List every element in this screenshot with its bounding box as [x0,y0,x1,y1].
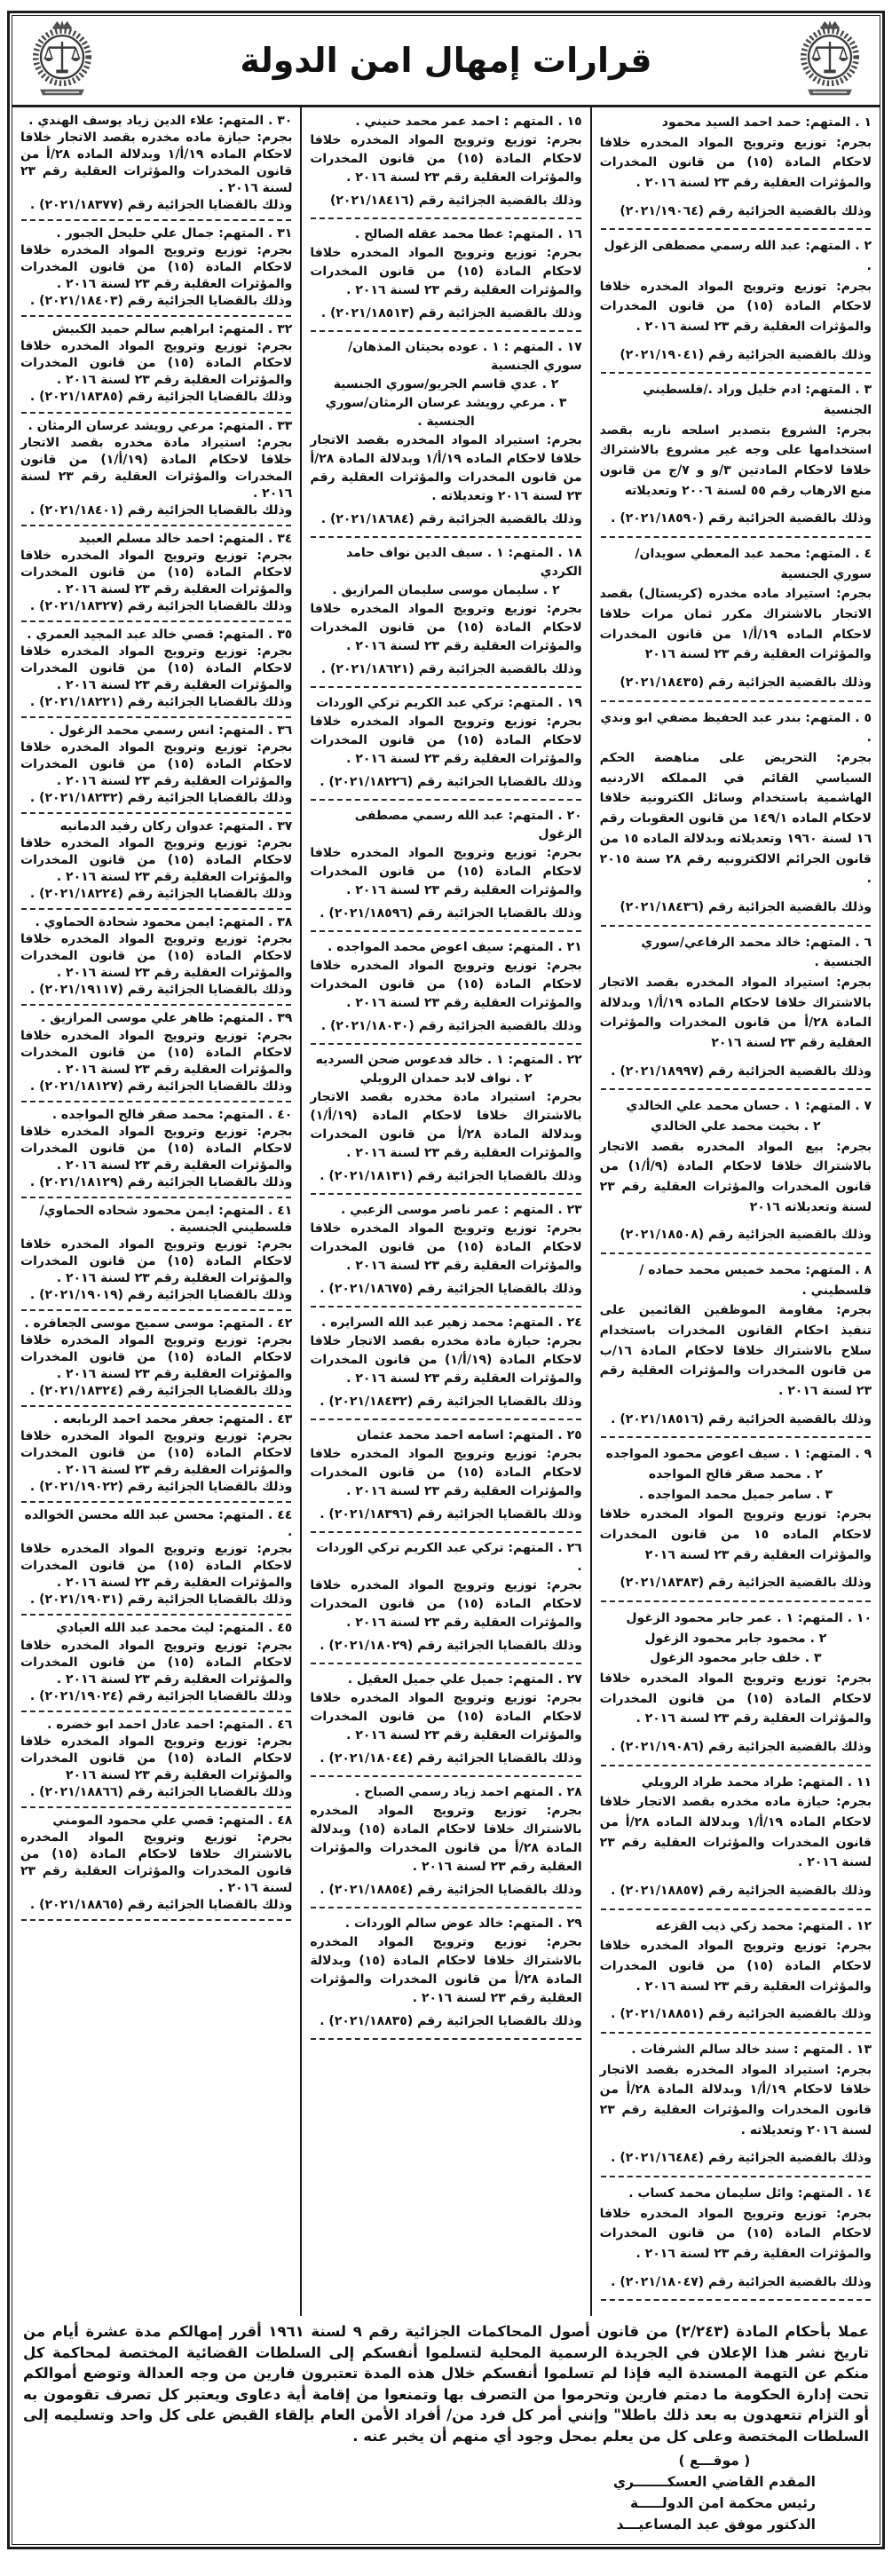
signature-line-title: رئيس محكمة امن الدولـــــة [629,2495,816,2512]
charge-text: بجرم: توزيع وترويج المواد المخدره خلافا لاحكام المادة (١٥) من قانون المخدرات والمؤثرات العقلية رقم ٢٣ لسنة ٢٠١٦ . [20,1333,293,1382]
defendant-line: ١١ . المتهم: طراد محمد طراد الرويلي [641,1774,872,1790]
case-entry [600,380,872,529]
case-number-line: وذلك بالقضايا الجزائية رقم (٢٠٢١/١٨٤٠٣) . [29,294,293,309]
defendant-line: ٣٥ . المتهم: قصي خالد عبد المجيد العمري . [27,627,293,642]
signature-line-rank: المقدم القاضي العسكـــــــري [612,2474,816,2491]
entry-separator [601,700,871,702]
entry-separator [311,2038,580,2040]
entry-separator [21,1405,291,1407]
case-number-line: وذلك بالقضايا الجزائية رقم (٢٠٢١/١٨١٣١) . [320,1169,582,1183]
defendant-line: ٣٩ . المتهم: ظاهر علي موسى المرازيق . [40,1011,293,1026]
case-number-line: وذلك بالقضايا الجزائية رقم (٢٠٢١/١٨١٢٧) . [29,1079,293,1094]
charge-text: بجرم: توزيع وترويج المواد المخدره خلافا لاحكام المادة (١٥) من قانون المخدرات والمؤثرات العقلية رقم ٢٣ لسنة ٢٠١٦ . [599,279,872,335]
entry-separator [311,1418,580,1420]
entry-separator [311,1775,580,1777]
entry-separator [311,1193,580,1195]
charge-text: بجرم: حيازة ماده مخدره بقصد الاتجار خلافا لاحكام الماده ١٩/أ/١ وبدلالة الماده ٢٨/أ من قانون المخدرات والمؤثرات العقلية رقم ٢٣ لسنة ٢٠١٦ . [599,1795,872,1870]
charge-text: بجرم: مقاومة الموظفين القائمين على تنفيذ احكام القانون المخدرات باستخدام سلاح بالاشتراك خلافا لاحكام المادة ١٦/ب من قانون المخدرات والمؤثرات العقلية رقم ٢٣ لسنة ٢٠١٦ . [599,1303,872,1398]
case-entry [310,338,581,529]
defendant-line: ٢٠ . المتهم: عبد الله رسمي مصطفى الزغول [354,809,582,842]
case-entry [310,694,581,792]
entry-separator [311,330,580,332]
entry-separator [21,1101,291,1102]
column-2 [302,107,591,2316]
entry-separator [311,799,580,801]
entry-separator [601,2176,871,2177]
case-entry [20,627,292,711]
entry-separator [311,686,580,688]
charge-text: بجرم: توزيع وترويج المواد المخدره خلافا لاحكام المادة (١٥) من قانون المخدرات والمؤثرات العقلية رقم ٢٣ لسنة ٢٠١٦ . [310,846,582,897]
case-number-line: وذلك بالقضايا الجزائية رقم (٢٠٢١/١٩٠٢٤) . [29,1688,293,1703]
charge-text: بجرم: استيراد ماده مخدره (كريستال) بقصد الاتجار بالاشتراك مكرر ثمان مرات خلافا لاحكام الماده ١٩/أ/١ من قانون المخدرات والمؤثرات العقلية رقم ٢٣ لسنة ٢٠١٦ [599,587,872,662]
entry-separator [21,620,291,622]
entry-separator [601,228,871,230]
signature-line-name: الدكتور موفق عيد المساعيـــد [616,2517,816,2533]
charge-text: بجرم: توزيع وترويج المواد المخدره خلافا لاحكام المادة (١٥) من قانون المخدرات والمؤثرات العقلية رقم ٢٣ لسنة ٢٠١٦ . [20,339,293,388]
case-entry [20,1620,292,1704]
case-entry [600,933,872,1082]
entry-separator [21,1501,291,1503]
case-entry [600,2184,872,2292]
case-number-line: وذلك بالقضية الجزائية رقم (٢٠٢١/١٨٦٨٤) . [320,512,582,526]
case-number-line: وذلك بالقضايا الجزائية رقم (٢٠٢١/١٨٤٠١) . [29,502,293,518]
case-number-line: وذلك بالقضية الجزائية رقم (٢٠٢١/١٨٠٤٧) . [611,2274,872,2289]
case-entry [310,544,581,679]
defendant-line: ٧ . المتهم: ١ . حسان محمد علي الخالدي [626,1099,872,1114]
entry-separator [601,536,871,538]
inner-border [12,15,880,2545]
footer [12,2316,880,2544]
case-number-line: وذلك بالقضية الجزائية رقم (٢٠٢١/١٨٤٣٦) [620,899,872,914]
case-entry [310,113,581,210]
charge-text: بجرم: توزيع وترويج المواد المخدره بالاشتراك خلافا لاحكام المادة (١٥) من قانون المخدرات والمؤثرات العقلية رقم ٢٣ لسنة ٢٠١٦ . [20,1829,293,1895]
defendant-line: ٣٨ . المتهم: ايمن محمود شحادة الحماوي . [35,915,293,930]
charge-text: بجرم: توزيع وترويج المواد المخدره خلافا لاحكام المادة (١٥) من قانون المخدرات والمؤثرات العقلية رقم ٢٣ لسنة ٢٠١٦ . [310,1447,582,1498]
case-number-line: وذلك بالقضايا الجزائية رقم (٢٠٢١/١٨٣٧٧) . [29,198,293,213]
entry-separator [21,412,291,414]
case-entry [310,1314,581,1411]
entry-separator [601,2032,871,2034]
charge-text: بجرم: الشروع بتصدير اسلحه ناريه بقصد استخدامها على وجه غير مشروع بالاشتراك خلافا لاحكام المادتين ٣/و و ٧/ج من قانون منع الارهاب رقم ٥٥ لسنة ٢٠٠٦ وتعديلاته [599,423,872,498]
entry-separator [21,908,291,910]
charge-text: بجرم: توزيع وترويج المواد المخدره خلافا لاحكام المادة (١٥) من قانون المخدرات والمؤثرات العقلية رقم ٢٣ لسنة ٢٠١٦ . [20,1237,293,1285]
case-entry [310,1671,581,1768]
charge-text: بجرم: توزيع وترويج المواد المخدره خلافا لاحكام المادة (١٥) من قانون المخدرات والمؤثرات العقلية رقم ٢٣ لسنة ٢٠١٦ . [310,246,582,297]
defendant-line: ٦ . المتهم: خالد محمد الرفاعي/سوري الجنسية . [641,935,872,970]
case-number-line: وذلك بالقضايا الجزائية رقم (٢٠٢١/١٩١١٧) . [29,983,293,998]
case-number-line: وذلك بالقضايا الجزائية رقم (٢٠٢١/١٨٥٩٦) . [320,906,582,921]
entry-separator [21,1614,291,1616]
defendant-line: ٤٣ . المتهم: جعفر محمد احمد الربابعه . [53,1412,293,1427]
case-number-line: وذلك بالقضايا الجزائية رقم (٢٠٢١/١٨٤٣٢) . [320,1395,582,1409]
case-entry [310,1051,581,1186]
justice-scales-emblem-icon [25,20,99,101]
defendant-line: ٣٤ . المتهم: احمد خالد مسلم العبيد [78,531,293,546]
case-number-line: وذلك بالقضايا الجزائية رقم (٢٠٢١/١٨٣٢٧) . [29,598,293,613]
defendant-line: ٢ . نواف لابد حمدان الرويلي [359,1071,533,1086]
defendant-line: ١٠ . المتهم: ١ . عمر جابر محمود الزغول [626,1611,872,1625]
case-entry [310,807,581,923]
charge-text: بجرم: توزيع وترويج المواد المخدره خلافا لاحكام المادة (١٥) من قانون المخدرات والمؤثرات العقلية رقم ٢٣ لسنة ٢٠١٦ . [599,135,872,191]
defendant-line: ١٩ . المتهم: تركي عبد الكريم تركي الوردات [316,696,582,710]
entry-separator [601,1252,871,1254]
entry-separator [311,1907,580,1908]
charge-text: بجرم: بيع المواد المخدره بقصد الاتجار بالاشتراك خلافا لاحكام المادة (٩/أ/١) من قانون المخدرات والمؤثرات العقلية رقم ٢٣ لسنة وتعديلاته ٢٠١٦ [599,1139,872,1214]
case-entry [600,1608,872,1758]
entry-separator [311,217,580,219]
entry-separator [601,1436,871,1438]
defendant-line: ٢ . محمود جابر محمود الزغول [644,1631,827,1646]
page-title: قرارات إمهال امن الدولة [240,41,652,80]
defendant-line: ٢٤ . المتهم: محمد زهير عبد الله السرايره . [320,1316,582,1330]
defendant-line: ٣١ . المتهم: جمال علي حليحل الجبور . [56,226,293,241]
defendant-line: ٤٢ . المتهم: موسى سميح موسى الجعافره . [24,1316,293,1331]
case-entry [20,1316,292,1400]
case-entry [310,225,581,323]
signature-block [613,2450,816,2535]
defendant-line: ٣ . سامر جميل محمد المواجده . [638,1487,833,1502]
charge-text: بجرم: حيازة ماده مخدره بقصد الاتجار خلافا لاحكام الماده ١٩/أ/١ وبدلالة الماده ٢٨/أ من قانون المخدرات والمؤثرات العقلية رقم ٢٣ لسنة ٢٠١٦ . [20,130,293,196]
defendant-line: ٢٩ . المتهم: خالد عوض سالم الوردات . [344,1916,582,1931]
case-number-line: وذلك بالقضايا الجزائية رقم (٢٠٢١/١٨٣٩٦) . [320,1507,582,1521]
defendant-line: ٨ . المتهم: محمد خميس محمد حماده / فلسطيني . [639,1262,872,1298]
case-entry [600,1916,872,2025]
entry-separator [601,1908,871,1910]
charge-text: بجرم: توزيع وترويج المواد المخدره بالاشتراك خلافا لاحكام المادة (١٥) وبدلالة المادة ٢٨/أ من قانون المخدرات والمؤثرات العقلية رقم ٢٣ لسنة ٢٠١٦ . [310,1935,582,2005]
charge-text: بجرم: استيراد مادة مخدره بقصد الاتجار بالاشتراك خلافا لاحكام المادة (١٩/أ/١) وبدلالة المادة ٢٨/أ من قانون المخدرات والمؤثرات العقلية رقم ٢٣ لسنة ٢٠١٦ . [310,1090,582,1160]
defendant-line: ٢ . عدي قاسم الجريو/سوري الجنسية [333,377,559,391]
entry-separator [21,1806,291,1808]
case-entry [20,1717,292,1801]
entry-separator [21,1004,291,1006]
entry-separator [21,1711,291,1712]
case-entry [20,723,292,807]
case-number-line: وذلك بالقضايا الجزائية رقم (٢٠٢١/١٨٠٢٩) . [320,1639,582,1653]
defendant-line: ٣٠ . المتهم: علاء الدين زياد يوسف الهندي . [28,114,293,128]
charge-text: بجرم: توزيع وترويج المواد المخدره خلافا لاحكام المادة (١٥) من قانون المخدرات والمؤثرات العقلية رقم ٢٣ لسنة ٢٠١٦ . [310,1221,582,1273]
case-number-line: وذلك بالقضية الجزائية رقم (٢٠٢١/١٨٦٢١) . [320,662,582,676]
charge-text: بجرم: توزيع وترويج المواد المخدره خلافا لاحكام المادة (١٥) من قانون المخدرات والمؤثرات العقلية رقم ٢٣ لسنة ٢٠١٦ . [599,1671,872,1727]
case-entry [20,1507,292,1608]
case-entry [20,1010,292,1094]
defendant-line: ٢٧ . المتهم: جميل علي جميل العقيل . [347,1672,582,1687]
case-number-line: وذلك بالقضية الجزائية رقم (٢٠٢١/١٨٨٥٧) . [611,1884,872,1899]
defendant-line: ٢٥ . المتهم: اسامه احمد محمد عثمان [356,1428,582,1442]
entry-separator [601,2299,871,2301]
defendant-line: ٩ . المتهم: ١ . سيف اعوض محمود المواجده [605,1447,872,1462]
charge-text: بجرم: استيراد المواد المخدره بقصد الاتجار خلافا لاحكام ١٩/أ/١ وبدلالة المادة ٢٨/أ من قانون المخدرات والمؤثرات العقلية رقم ٢٣ لسنة ٢٠١٦ وتعديلاته . [599,2062,872,2137]
case-number-line: وذلك بالقضية الجزائية رقم (٢٠٢١/١٨٥٩٠) . [611,511,872,526]
charge-text: بجرم: توزيع وترويج المواد المخدره خلافا لاحكام المادة (١٥) من قانون المخدرات والمؤثرات العقلية رقم ٢٣ لسنة ٢٠١٦ . [20,1638,293,1687]
case-number-line: وذلك بالقضايا الجزائية رقم (٢٠٢١/١٩٠٣١) . [29,1592,293,1608]
defendant-line: ٢٨ . المتهم احمد زياد رسمي الصباح . [355,1785,582,1799]
case-number-line: وذلك بالقضية الجزائية رقم (٢٠٢١/١٨٩٩٧) . [611,1063,872,1079]
outer-border [7,11,885,2549]
defendant-line: ٣٢ . المتهم: ابراهيم سالم حميد الكبيش [51,322,293,337]
entry-separator [601,372,871,374]
case-entry [600,113,872,221]
case-entry [20,1203,292,1304]
defendant-line: ٢٢ . المتهم: ١ . خالد فدعوس ضحن السرديه [315,1053,582,1067]
case-entry [600,236,872,365]
entry-separator [21,812,291,814]
column-1 [592,107,880,2316]
defendant-line: ٤٠ . المتهم: محمد صقر فالح المواجده . [51,1107,293,1122]
charge-text: بجرم: توزيع وترويج المواد المخدره خلافا لاحكام الماده ١٥ من قانون المخدرات والمؤثرات العقلية رقم ٢٣ لسنة ٢٠١٦ [599,1507,872,1562]
charge-text: بجرم: توزيع وترويج المواد المخدره خلافا لاحكام المادة (١٥) من قانون المخدرات والمؤثرات العقلية رقم ٢٣ لسنة ٢٠١٦ [20,1734,293,1782]
entry-separator [21,525,291,526]
defendant-line: ٢ . سليمان موسى سليمان المرازيق . [332,583,560,597]
case-number-line: وذلك بالقضايا الجزائية رقم (٢٠٢١/١٨٣٢٤) . [29,1384,293,1399]
charge-text: بجرم: توزيع وترويج المواد المخدره خلافا لاحكام المادة (١٥) من قانون المخدرات والمؤثرات العقلية رقم ٢٣ لسنة ٢٠١٦ . [599,1939,872,1994]
entry-separator [21,1919,291,1921]
charge-text: بجرم: توزيع وترويج المواد المخدره خلافا لاحكام المادة (١٥) من قانون المخدرات والمؤثرات العقلية رقم ٢٣ لسنة ٢٠١٦ . [20,1028,293,1077]
defendant-line: ٣ . المتهم: ادم خليل وراد ./فلسطيني الجنسية [643,383,872,418]
case-entry [20,113,292,214]
entry-separator [21,315,291,317]
case-number-line: وذلك بالقضايا الجزائية رقم (٢٠٢١/١٨٨٣٥) . [320,2014,582,2028]
case-number-line: وذلك بالقضايا الجزائية رقم (٢٠٢١/١٨٨٦٦) . [29,1784,293,1799]
defendant-line: ١٦ . المتهم: عطا محمد عقله الصالح . [354,227,582,241]
entry-separator [311,1663,580,1664]
defendant-line: ١٣ . المتهم : سند خالد سالم الشرفات . [631,2043,872,2058]
case-number-line: وذلك بالقضية الجزائية رقم (٢٠٢١/١٩٠٦٤) [620,203,872,218]
case-entry [20,1813,292,1914]
charge-text: بجرم: توزيع وترويج المواد المخدره خلافا لاحكام المادة (١٥) من قانون المخدرات والمؤثرات العقلية رقم ٢٣ لسنة ٢٠١٦ . [310,133,582,185]
case-number-line: وذلك بالقضية الجزائية رقم (٢٠٢١/١٨٨٥١) . [611,2007,872,2022]
charge-text: بجرم: حيازة مادة مخدره بقصد الاتجار خلافا لاحكام المادة (١٩/أ/١) من قانون المخدرات والمؤثرات العقلية رقم ٢٣ لسنة ٢٠١٦ . [310,1334,582,1386]
defendant-line: ٤١ . المتهم: ايمن محمود شحاده الحماوي/فلسطيني الجنسية . [39,1203,293,1235]
case-number-line: وذلك بالقضايا الجزائية رقم (٢٠٢١/١٩٠١٩) . [29,1287,293,1302]
case-number-line: وذلك بالقضية الجزائية رقم (٢٠٢١/١٨٤١٦) [329,194,582,208]
case-entry [600,1773,872,1901]
charge-text: بجرم: استيراد المواد المخدره بقصد الاتجار خلافا لاحكام الماده ١٩/أ/١ وبدلالة المادة ٢٨/أ من قانون المخدرات والمؤثرات العقلية رقم ٢٣ لسنة ٢٠١٦ وتعديلاته . [310,433,582,503]
case-number-line: وذلك بالقضية الجزائية رقم (٢٠٢١/١٨٥١٦) . [611,1411,872,1426]
entry-separator [21,716,291,718]
defendant-line: ٤٨ . المتهم: قصي علي محمود المومني [52,1813,293,1828]
case-entry [20,818,292,903]
case-number-line: وذلك بالقضية الجزائية رقم (٢٠٢١/١٩٠٨٦) . [611,1740,872,1755]
case-entry [310,938,581,1036]
case-entry [600,1260,872,1429]
footer-paragraph: عملا بأحكام المادة (٢/٢٤٣) من قانون أصول المحاكمات الجزائية رقم ٩ لسنة ١٩٦١ أقرر إمهالكم مدة عشرة أيام من تاريخ نشر هذا الإعلان في الجريدة الرسمية المحلية لتسلموا أنفسكم إلى السلطات القضائية المختصة لمحاكمة كل منكم عن التهمة المسندة اليه فإذا لم تسلموا أنفسكم خلال هذه المدة تعتبرون فارين من وجه العدالة وتوضع أموالكم تحت إدارة الحكومة ما دمتم فارين وتحرموا من التصرف بها وتمنعوا من إقامة أية دعاوى ويعتبر كل تصرف تقومون به أو التزام تتعهدون به بعد ذلك باطلا" وإنني أمر كل فرد من/ أفراد الأمن العام بإلقاء القبض على كل واحد وتسليمه إلى السلطات المختصة وعلى كل من يعلم بمحل وجود أي منهم أن يخبر عنه . [23,2323,869,2445]
defendant-line: ٣٣ . المتهم: مرعي رويشد عرسان الرمثان . [28,418,293,433]
entry-separator [21,1309,291,1311]
charge-text: بجرم: توزيع وترويج المواد المخدره خلافا لاحكام المادة (١٥) من قانون المخدرات والمؤثرات العقلية رقم ٢٣ لسنة ٢٠١٦ . [20,1429,293,1478]
charge-text: بجرم: توزيع وترويج المواد المخدره بالاشتراك خلافا لاحكام المادة (١٥) وبدلالة المادة ٢٨/أ من قانون المخدرات والمؤثرات العقلية رقم ٢٣ لسنة ٢٠١٦ . [310,1804,582,1874]
charge-text: بجرم: توزيع وترويج المواد المخدره خلافا لاحكام المادة (١٥) من قانون المخدرات والمؤثرات العقلية رقم ٢٣ لسنة ٢٠١٦ . [20,644,293,692]
charge-text: بجرم: توزيع وترويج المواد المخدره خلافا لاحكام المادة (١٥) من قانون المخدرات والمؤثرات العقلية رقم ٢٣ لسنة ٢٠١٦ . [310,602,582,653]
defendant-line: ٢ . المتهم: عبد الله رسمي مصطفى الزغول . [604,239,872,274]
charge-text: بجرم: توزيع وترويج المواد المخدره خلافا لاحكام المادة (١٥) من قانون المخدرات والمؤثرات العقلية رقم ٢٣ لسنة ٢٠١٦ . [20,932,293,981]
case-entry [20,1411,292,1496]
charge-text: بجرم: توزيع وترويج المواد المخدره خلافا لاحكام المادة (١٥) من قانون المخدرات والمؤثرات العقلية رقم ٢٣ لسنة ٢٠١٦ . [20,243,293,292]
case-entry [20,225,292,310]
case-entry [20,321,292,406]
case-number-line: وذلك بالقضايا الجزائية رقم (٢٠٢١/١٩٠٢٢) . [29,1480,293,1495]
entry-separator [601,1765,871,1766]
case-entry [310,1783,581,1900]
entry-separator [21,1197,291,1198]
entry-separator [21,219,291,221]
charge-text: بجرم: التحريض على مناهضة الحكم السياسي القائم في المملكه الاردنيه الهاشمية باستخدام وسائل الكترونية خلافا لاحكام الماده ١٤٩/١ من قانون العقوبات رقم ١٦ لسنة ١٩٦٠ وتعديلاته وبدلالة الماده ١٥ من قانون الجرائم الالكترونيه رقم ٢٨ سنة ٢٠١٥ . [599,751,872,887]
defendant-line: ١٤ . المتهم: وائل سليمان محمد كساب . [628,2186,872,2201]
defendant-line: ١٧ . المتهم : ١ . عوده بحيتان المذهان/سوري الجنسية [348,340,582,373]
case-number-line: وذلك بالقضية الجزائية رقم (٢٠٢١/١٨٠٣٠) . [320,1019,582,1033]
defendant-line: ٤ . المتهم: محمد عبد المعطي سويدان/سوري الجنسية [635,547,872,581]
charge-text: بجرم: توزيع وترويج المواد المخدره خلافا لاحكام المادة (١٥) من قانون المخدرات والمؤثرات العقلية رقم ٢٣ لسنة ٢٠١٦ . [599,2206,872,2262]
charge-text: بجرم: توزيع وترويج المواد المخدره خلافا لاحكام المادة (١٥) من قانون المخدرات والمؤثرات العقلية رقم ٢٣ لسنة ٢٠١٦ . [20,548,293,597]
case-number-line: وذلك بالقضايا الجزائية رقم (٢٠٢١/١٨١٢٩) . [29,1174,293,1189]
charge-text: بجرم: استيراد مادة مخدره بقصد الاتجار خلافا لاحكام المادة (١٩/أ/١) من قانون المخدرات والمؤثرات العقلية رقم ٢٣ لسنة ٢٠١٦ . [20,435,293,501]
case-entry [310,1539,581,1655]
case-entry [600,708,872,918]
case-number-line: وذلك بالقضايا الجزائية رقم (٢٠٢١/١٨٨٥٤) . [320,1883,582,1897]
defendant-line: ٤٤ . المتهم: محسن عبد الله محسن الخوالده . [24,1508,293,1540]
case-number-line: وذلك بالقضايا الجزائية رقم (٢٠٢١/١٨٠٤٤) . [320,1751,582,1766]
charge-text: بجرم: توزيع وترويج المواد المخدره خلافا لاحكام المادة (١٥) من قانون المخدرات والمؤثرات العقلية رقم ٢٣ لسنة ٢٠١٦ . [310,1578,582,1630]
entry-separator [311,1306,580,1308]
defendant-line: ٤٦ . المتهم: احمد عادل احمد ابو خضره . [47,1717,293,1732]
defendant-line: ١٢ . المتهم: محمد زكي ذيب القزعه [655,1918,872,1933]
defendant-line: ٤٥ . المتهم: ليث محمد عبد الله العيادي [56,1621,293,1636]
charge-text: بجرم: توزيع وترويج المواد المخدره خلافا لاحكام المادة (١٥) من قانون المخدرات والمؤثرات العقلية رقم ٢٣ لسنة ٢٠١٦ . [20,1124,293,1173]
case-number-line: وذلك بالقضايا الجزائية رقم (٢٠٢١/١٨٦٧٥) . [320,1282,582,1296]
case-number-line: وذلك بالقضايا الجزائية رقم (٢٠٢١/١٨٢٢٤) . [29,887,293,902]
entry-separator [311,1531,580,1533]
entry-separator [601,1088,871,1090]
charge-text: بجرم: استيراد المواد المخدره بقصد الاتجار بالاشتراك خلافا لاحكام الماده ١٩/أ/١ وبدلالة المادة ٢٨/أ من قانون المخدرات والمؤثرات العقلية رقم ٢٣ لسنة ٢٠١٦ [599,975,872,1050]
case-number-line: وذلك بالقضايا الجزائية رقم (٢٠٢١/١٨٣٨٥) . [29,390,293,405]
case-entry [600,544,872,693]
case-entry [600,2040,872,2169]
case-number-line: وذلك بالقضايا الجزائية رقم (٢٠٢١/١٨٨٦٥) . [29,1897,293,1912]
case-number-line: وذلك بالقضية الجزائية رقم (٢٠٢١/١٨٥١٣) . [320,306,582,320]
defendant-line: ١٥ . المتهم : احمد عمر محمد حنيني . [355,115,582,129]
defendant-line: ٢٦ . المتهم: تركي عبد الكريم تركي الوردات . [316,1541,582,1574]
signed-label: ( موقـــع ) [678,2453,751,2469]
case-entry [310,1201,581,1299]
case-entry [310,1915,581,2031]
charge-text: بجرم: توزيع وترويج المواد المخدره خلافا لاحكام المادة (١٥) من قانون المخدرات والمؤثرات العقلية رقم ٢٣ لسنة ٢٠١٦ . [310,1691,582,1742]
case-number-line: وذلك بالقضية الجزائية رقم (٢٠٢١/١٨٥٠٨) [620,1228,872,1243]
entry-separator [311,930,580,932]
defendant-line: ٢ . محمد صقر فالح المواجده [648,1466,823,1482]
charge-text: بجرم: توزيع وترويج المواد المخدره خلافا لاحكام المادة (١٥) من قانون المخدرات والمؤثرات العقلية رقم ٢٣ لسنة ٢٠١٦ . [20,836,293,885]
defendant-line: ٣٦ . المتهم: انس رسمي محمد الزغول . [49,723,293,738]
header [12,16,880,107]
column-3 [12,107,302,2316]
case-entry [310,1426,581,1524]
defendant-line: ٣ . مرعي رويشد عرسان الرمثان/سوري الجنسية . [325,396,567,429]
defendant-line: ٢١ . المتهم: سيف اعوض محمد المواجده . [328,940,582,954]
defendant-line: ٣ . خلف جابر محمود الزغول [650,1651,822,1666]
case-number-line: وذلك بالقضايا الجزائية رقم (٢٠٢١/١٨٢٢٦) . [320,775,582,789]
case-entry [20,1107,292,1191]
defendant-line: ٥ . المتهم: بندر عبد الحفيظ مضفي ابو وندي . [600,710,872,746]
notice-columns [12,107,880,2316]
case-number-line: وذلك بالقضايا الجزائية رقم (٢٠٢١/١٨٢٢١) . [29,694,293,709]
case-entry [20,914,292,999]
defendant-line: ١ . المتهم: حمد احمد السيد محمود [661,115,872,130]
case-entry [600,1444,872,1593]
case-entry [20,531,292,615]
defendant-line: ٢ . بخيت محمد علي الخالدي [651,1118,821,1134]
case-entry [20,418,292,519]
justice-scales-emblem-icon [793,20,867,101]
defendant-line: ١٨ . المتهم: ١ . سيف الدين نواف حامد الكردي [346,546,582,579]
entry-separator [601,1600,871,1602]
entry-separator [311,1043,580,1045]
charge-text: بجرم: توزيع وترويج المواد المخدره خلافا لاحكام المادة (١٥) من قانون المخدرات والمؤثرات العقلية رقم ٢٣ لسنة ٢٠١٦ . [310,715,582,766]
case-number-line: وذلك بالقضية الجزائية رقم (٢٠٢١/١٩٠٤١) [620,347,872,362]
defendant-line: ٢٣ . المتهم : عمر ناصر موسى الزعبي . [340,1203,582,1217]
charge-text: بجرم: توزيع وترويج المواد المخدره خلافا لاحكام المادة (١٥) من قانون المخدرات والمؤثرات العقلية رقم ٢٣ لسنة ٢٠١٦ . [20,740,293,789]
case-number-line: وذلك بالقضايا الجزائية رقم (٢٠٢١/١٨٢٣٢) . [29,791,293,806]
entry-separator [601,925,871,927]
case-number-line: وذلك بالقضية الجزائية رقم (٢٠٢١/١٦٤٨٤) . [611,2151,872,2166]
case-number-line: وذلك بالقضية الجزائية رقم (٢٠٢١/١٨٤٣٥) [620,676,872,691]
charge-text: بجرم: توزيع وترويج المواد المخدره خلافا لاحكام المادة (١٥) من قانون المخدرات والمؤثرات العقلية رقم ٢٣ لسنة ٢٠١٦ . [310,959,582,1010]
case-number-line: وذلك بالقضية الجزائية رقم (٢٠٢١/١٨٣٨٣) [620,1576,872,1591]
case-entry [600,1096,872,1245]
defendant-line: ٣٧ . المتهم: عدوان ركان رفيد الدمانيه [59,819,293,834]
entry-separator [311,536,580,538]
charge-text: بجرم: توزيع وترويج المواد المخدره خلافا لاحكام المادة (١٥) من قانون المخدرات والمؤثرات العقلية رقم ٢٣ لسنة ٢٠١٦ . [20,1542,293,1591]
